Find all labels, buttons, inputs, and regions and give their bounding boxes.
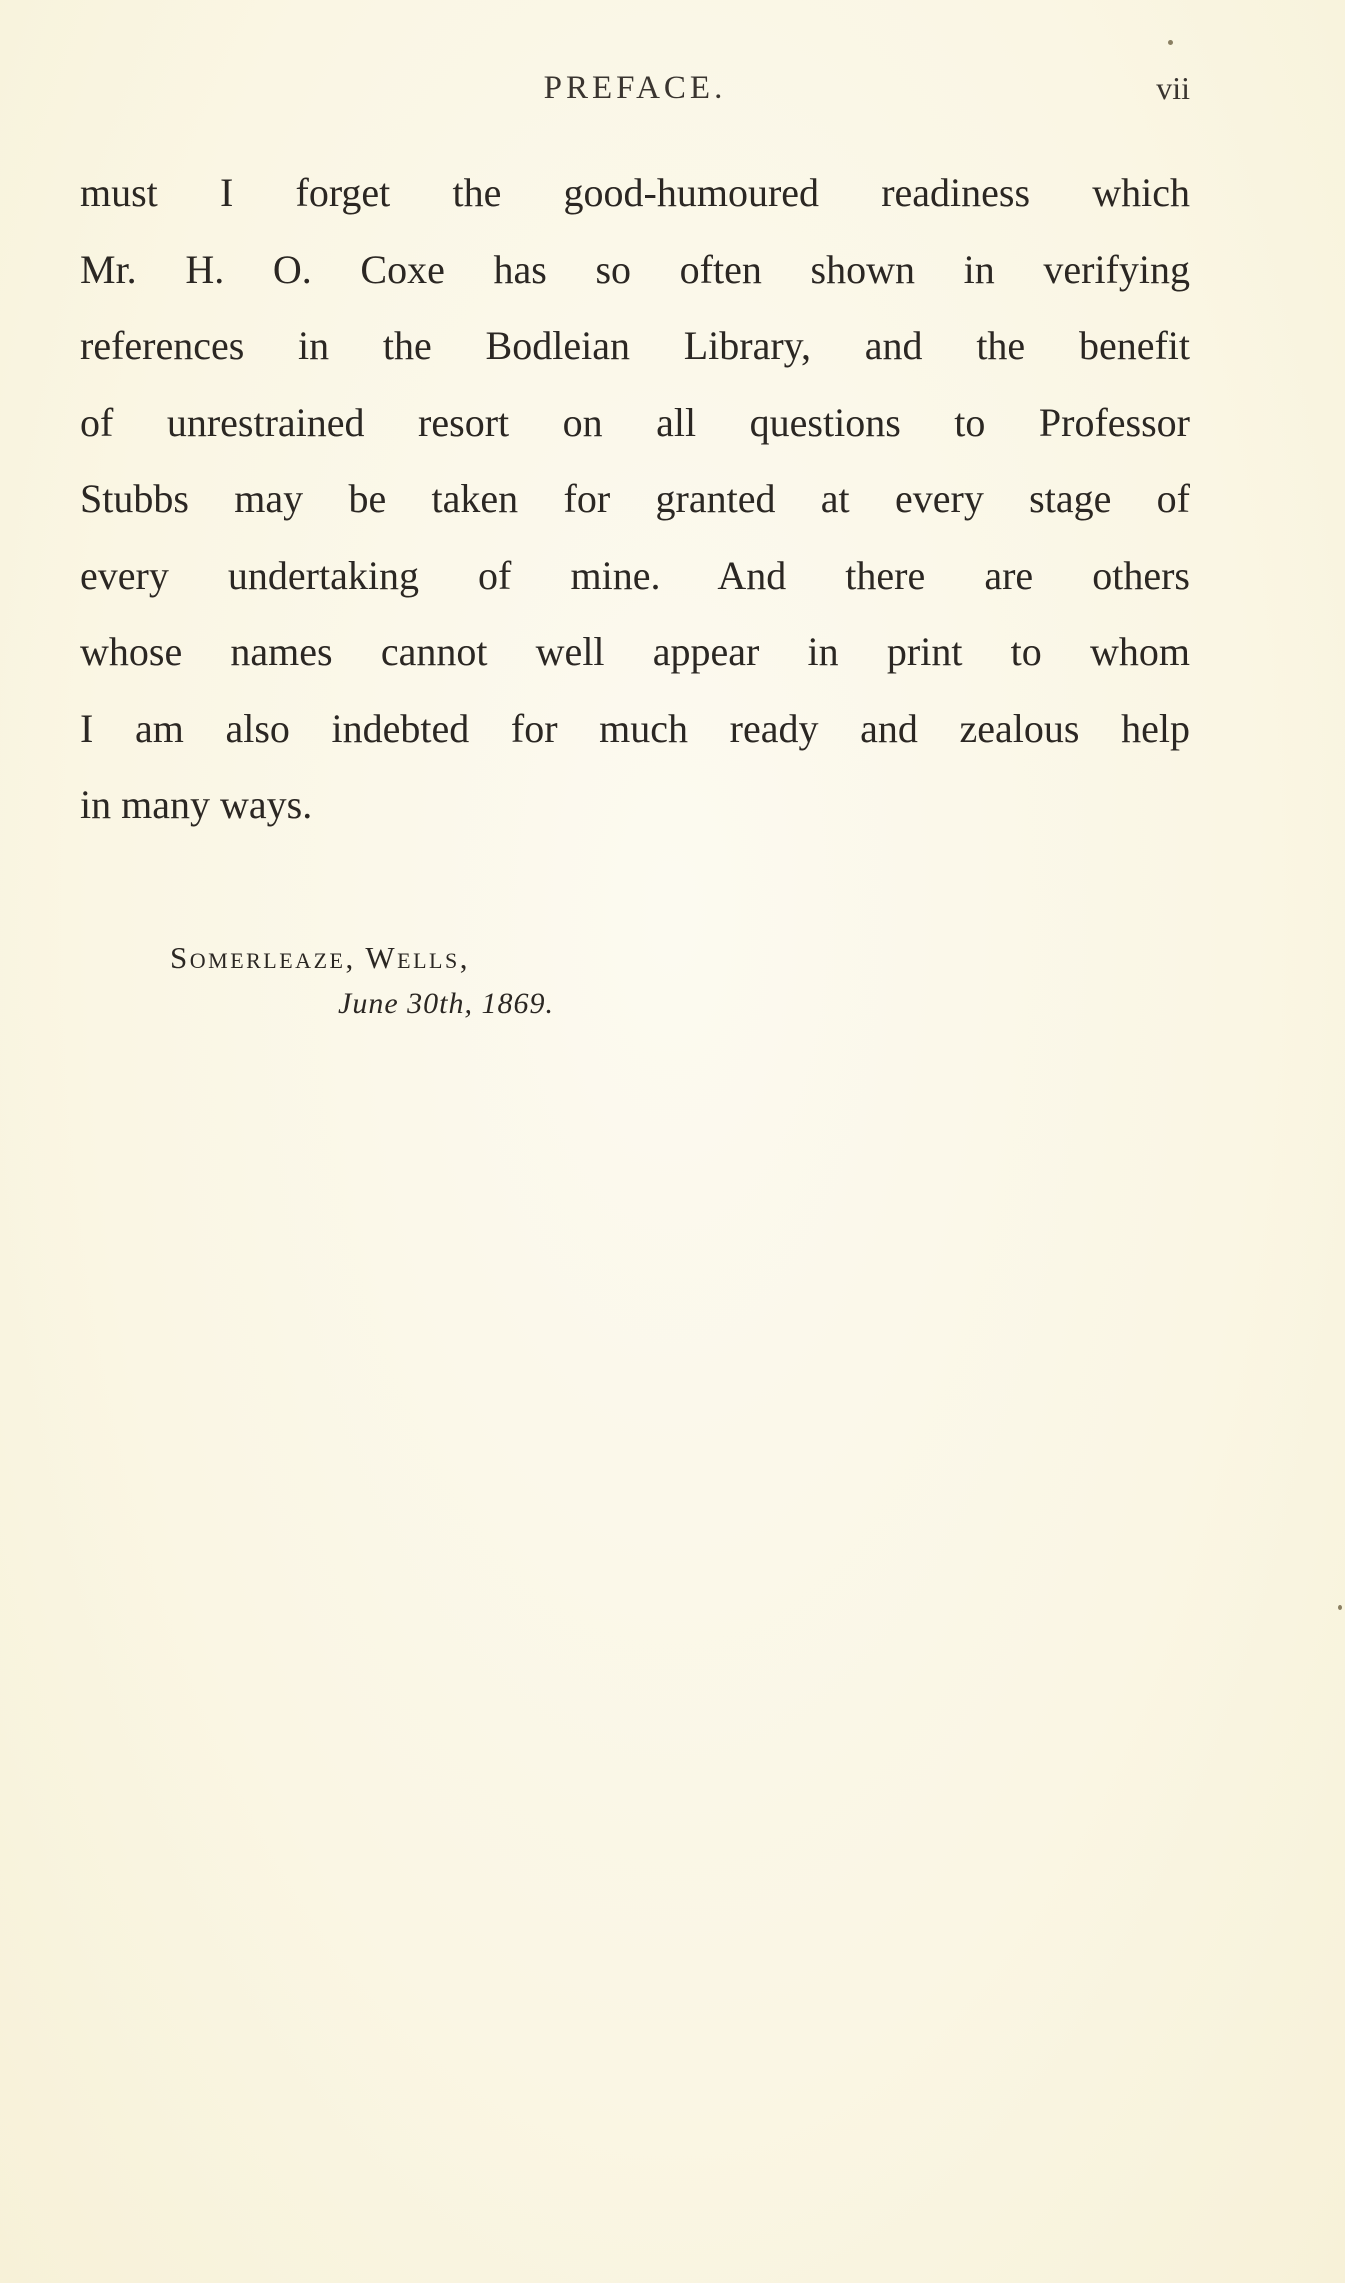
running-head	[80, 70, 1190, 120]
paper-speck	[1168, 40, 1173, 45]
running-head-title: PREFACE.	[543, 70, 727, 106]
text-line: whose names cannot well appear in print to whom	[80, 629, 1190, 674]
signature-block	[170, 935, 554, 1027]
text-line: references in the Bodleian Library, and the benefit	[80, 323, 1190, 368]
text-line: Mr. H. O. Coxe has so often shown in verifying	[80, 246, 1190, 292]
preface-body	[80, 155, 1190, 844]
text-line: I am also indebted for much ready and zealous help	[80, 705, 1190, 751]
text-line: in many ways.	[80, 782, 313, 827]
signature-date: June 30th, 1869.	[338, 987, 554, 1020]
page-number: vii	[1156, 70, 1190, 106]
text-line: of unrestrained resort on all questions to Professor	[80, 399, 1190, 445]
paper-speck	[1338, 1605, 1342, 1610]
text-line: every undertaking of mine. And there are others	[80, 552, 1190, 598]
text-line: must I forget the good-humoured readiness which	[80, 170, 1190, 215]
signature-place: Somerleaze, Wells,	[170, 940, 470, 975]
text-line: Stubbs may be taken for granted at every stage of	[80, 476, 1190, 521]
